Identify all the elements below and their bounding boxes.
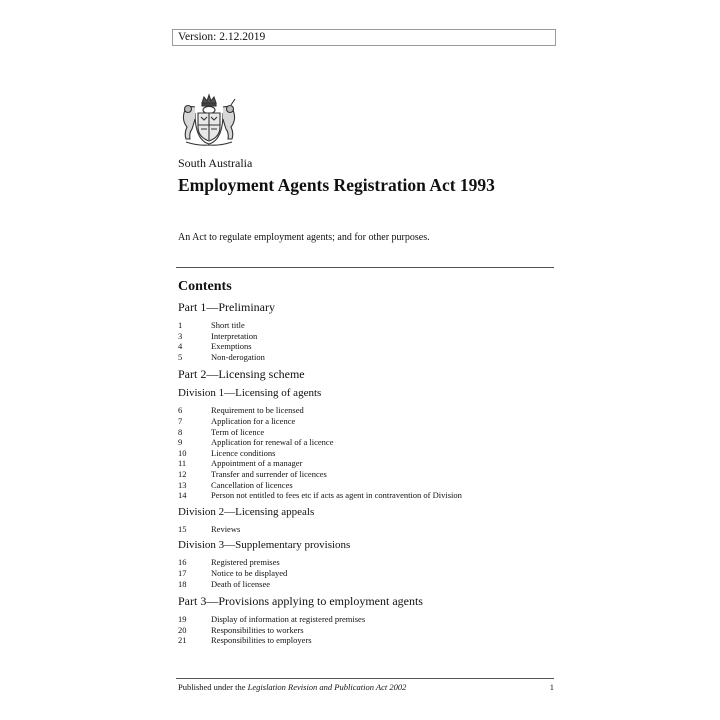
toc-section[interactable] [178,480,558,491]
toc-section[interactable] [178,557,558,568]
toc-division-2[interactable]: Division 2—Licensing appeals [178,505,315,518]
section-title: Application for a licence [211,415,296,426]
toc-division-2-sections [178,524,558,535]
section-title: Licence conditions [211,447,276,458]
section-number: 15 [178,523,187,534]
toc-section[interactable] [178,416,558,427]
section-title: Application for renewal of a licence [211,437,334,448]
section-title: Term of licence [211,426,265,437]
toc-section[interactable] [178,614,558,625]
toc-section[interactable] [178,625,558,636]
toc-division-1-sections [178,405,558,500]
section-number: 19 [178,614,187,625]
section-title: Short title [211,320,245,330]
section-number: 7 [178,415,183,426]
section-title: Death of licensee [211,578,270,589]
section-title: Transfer and surrender of licences [211,468,327,479]
section-number: 3 [178,330,183,341]
section-title: Interpretation [211,330,258,341]
toc-section[interactable] [178,458,558,469]
toc-part-1-sections [178,320,558,362]
toc-section[interactable] [178,469,558,480]
section-number: 6 [178,405,183,416]
section-number: 5 [178,351,183,362]
divider [176,267,554,268]
toc-division-3-sections [178,557,558,589]
section-number: 10 [178,447,187,458]
section-number: 4 [178,341,183,352]
section-number: 16 [178,557,187,568]
toc-section[interactable] [178,437,558,448]
act-title: Employment Agents Registration Act 1993 [178,175,495,195]
section-title: Exemptions [211,341,252,352]
page-number: 1 [549,682,554,692]
section-title: Responsibilities to workers [211,624,304,635]
toc-section[interactable] [178,331,558,342]
toc-section[interactable] [178,320,558,331]
section-title: Reviews [211,523,241,534]
section-title: Registered premises [211,557,280,568]
section-title: Person not entitled to fees etc if acts as agent in contravention of Division [211,490,462,501]
toc-section[interactable] [178,635,558,646]
section-title: Display of information at registered premises [211,614,366,625]
toc-section[interactable] [178,427,558,438]
toc-division-3[interactable]: Division 3—Supplementary provisions [178,539,351,552]
section-number: 8 [178,426,183,437]
section-number: 9 [178,437,183,448]
toc-part-1[interactable]: Part 1—Preliminary [178,300,275,314]
section-title: Requirement to be licensed [211,405,304,416]
publication-act: Legislation Revision and Publication Act 2002 [247,682,407,692]
footer [178,682,554,692]
contents-heading: Contents [178,279,232,294]
version-box [172,29,556,46]
toc-division-1[interactable]: Division 1—Licensing of agents [178,387,322,400]
section-title: Non-derogation [211,351,265,362]
version-text: Version: 2.12.2019 [178,31,266,43]
section-number: 21 [178,635,187,646]
section-number: 11 [178,458,187,469]
royal-coat-of-arms-icon [178,93,240,147]
toc-section[interactable] [178,579,558,590]
toc-section[interactable] [178,405,558,416]
publication-prefix: Published under the [178,682,248,692]
section-title: Appointment of a manager [211,458,303,469]
section-number: 1 [178,320,183,330]
long-title: An Act to regulate employment agents; and for other purposes. [178,232,430,243]
section-number: 17 [178,567,187,578]
table-of-contents [178,300,558,651]
toc-section[interactable] [178,341,558,352]
section-number: 18 [178,578,187,589]
toc-section[interactable] [178,352,558,363]
publication-note [178,682,406,692]
toc-part-3[interactable]: Part 3—Provisions applying to employment agents [178,594,423,609]
toc-section[interactable] [178,524,558,535]
toc-section[interactable] [178,448,558,459]
section-title: Cancellation of licences [211,479,293,490]
section-title: Responsibilities to employers [211,635,312,646]
section-number: 12 [178,468,187,479]
section-number: 20 [178,624,187,635]
toc-part-3-sections [178,614,558,646]
footer-divider [176,678,554,679]
toc-section[interactable] [178,568,558,579]
toc-part-2[interactable]: Part 2—Licensing scheme [178,367,305,382]
jurisdiction: South Australia [178,156,253,170]
section-number: 14 [178,490,187,501]
toc-section[interactable] [178,490,558,501]
section-number: 13 [178,479,187,490]
section-title: Notice to be displayed [211,567,288,578]
